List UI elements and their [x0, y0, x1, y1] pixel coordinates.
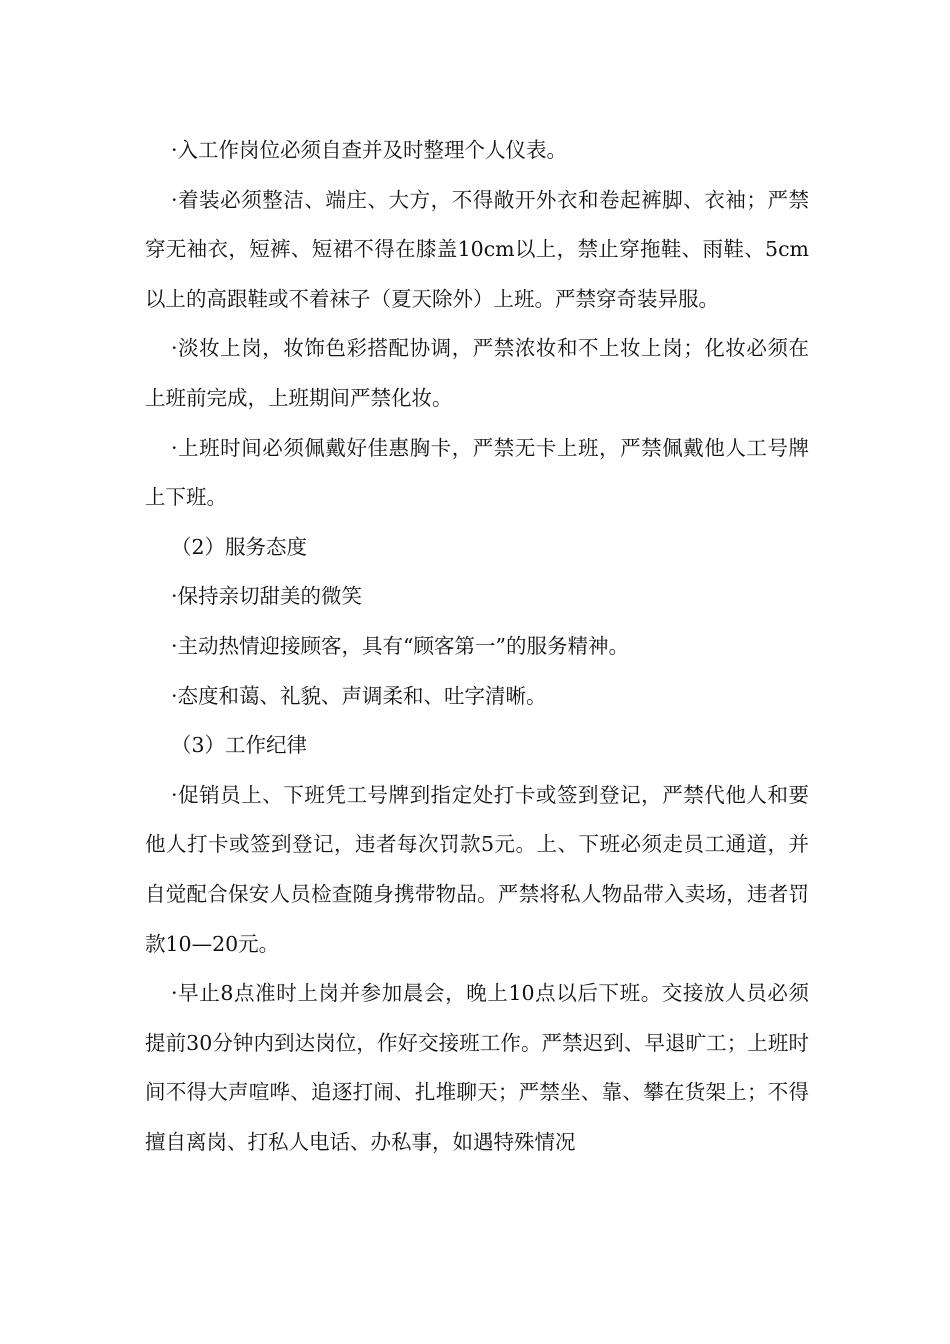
paragraph-smile: ·保持亲切甜美的微笑	[171, 584, 363, 609]
paragraph-attendance: ·促销员上、下班凭工号牌到指定处打卡或签到登记，严禁代他人和要他人打卡或签到登记，违者每次罚款5元。上、下班必须走员工通道，并自觉配合保安人员检查随身携带物品。严禁将私人物品带入卖场，违者罚款10—20元。	[145, 782, 809, 956]
document-body	[145, 126, 809, 1167]
paragraph-greet-customers: ·主动热情迎接顾客，具有“顾客第一”的服务精神。	[171, 633, 629, 658]
heading-work-discipline: （3）工作纪律	[171, 733, 308, 758]
paragraph-makeup: ·淡妆上岗，妆饰色彩搭配协调，严禁浓妆和不上妆上岗；化妆必须在上班前完成，上班期间严禁化妆。	[145, 336, 809, 410]
heading-service-attitude: （2）服务态度	[171, 534, 308, 559]
paragraph-grooming-check: ·入工作岗位必须自查并及时整理个人仪表。	[171, 138, 568, 162]
paragraph-dress-code: ·着装必须整洁、端庄、大方，不得敞开外衣和卷起裤脚、衣袖；严禁穿无袖衣，短裤、短裙不得在膝盖10cm以上，禁止穿拖鞋、雨鞋、5cm以上的高跟鞋或不着袜子（夏天除外）上班。严禁穿奇装异服。	[145, 187, 809, 311]
paragraph-manner: ·态度和蔼、礼貌、声调柔和、吐字清晰。	[171, 683, 547, 708]
paragraph-badge: ·上班时间必须佩戴好佳惠胸卡，严禁无卡上班，严禁佩戴他人工号牌上下班。	[145, 435, 809, 510]
paragraph-work-hours: ·早止8点准时上岗并参加晨会，晚上10点以后下班。交接放人员必须提前30分钟内到达岗位，作好交接班工作。严禁迟到、早退旷工；上班时间不得大声喧哗、追逐打闹、扎堆聊天；严禁坐、靠、攀在货架上；不得擅自离岗、打私人电话、办私事，如遇特殊情况	[145, 981, 809, 1154]
